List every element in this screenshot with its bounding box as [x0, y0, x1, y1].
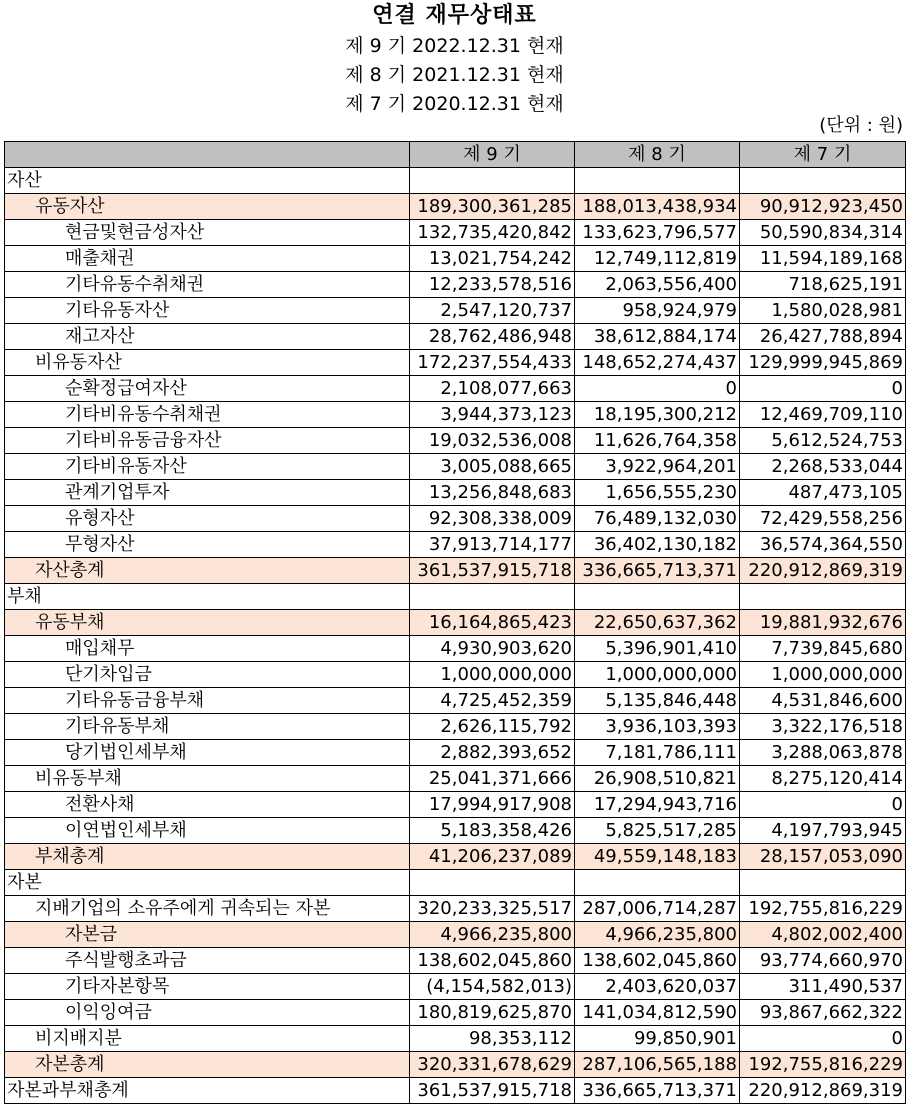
account-label: 유동자산 [5, 194, 410, 220]
amount-v7: 19,881,932,676 [740, 610, 906, 636]
table-row [5, 194, 906, 220]
amount-v8: 99,850,901 [575, 1026, 740, 1052]
table-row [5, 428, 906, 454]
account-label: 단기차입금 [5, 662, 410, 688]
column-header-period-7: 제 7 기 [740, 142, 906, 168]
amount-v7: 4,197,793,945 [740, 818, 906, 844]
amount-v8: 3,936,103,393 [575, 714, 740, 740]
amount-v8: 17,294,943,716 [575, 792, 740, 818]
account-label: 관계기업투자 [5, 480, 410, 506]
table-row [5, 792, 906, 818]
table-row [5, 584, 906, 610]
amount-v8 [575, 870, 740, 896]
account-label: 전환사채 [5, 792, 410, 818]
table-row [5, 350, 906, 376]
amount-v7 [740, 870, 906, 896]
amount-v9: 2,626,115,792 [410, 714, 575, 740]
amount-v9: 13,256,848,683 [410, 480, 575, 506]
amount-v7: 0 [740, 376, 906, 402]
table-body [5, 168, 906, 1104]
amount-v8: 958,924,979 [575, 298, 740, 324]
amount-v8: 22,650,637,362 [575, 610, 740, 636]
amount-v9: 98,353,112 [410, 1026, 575, 1052]
account-label: 자산총계 [5, 558, 410, 584]
amount-v8: 336,665,713,371 [575, 558, 740, 584]
account-label: 자산 [5, 168, 410, 194]
amount-v8: 76,489,132,030 [575, 506, 740, 532]
amount-v9: 5,183,358,426 [410, 818, 575, 844]
table-row [5, 766, 906, 792]
amount-v8: 5,396,901,410 [575, 636, 740, 662]
column-header-account [5, 142, 410, 168]
account-label: 지배기업의 소유주에게 귀속되는 자본 [5, 896, 410, 922]
amount-v8: 287,106,565,188 [575, 1052, 740, 1078]
account-label: 유동부채 [5, 610, 410, 636]
account-label: 자본과부채총계 [5, 1078, 410, 1104]
amount-v7: 4,802,002,400 [740, 922, 906, 948]
account-label: 매출채권 [5, 246, 410, 272]
amount-v9: 4,966,235,800 [410, 922, 575, 948]
table-row [5, 636, 906, 662]
amount-v7: 93,774,660,970 [740, 948, 906, 974]
amount-v7: 3,288,063,878 [740, 740, 906, 766]
account-label: 비지배지분 [5, 1026, 410, 1052]
table-row [5, 324, 906, 350]
table-row [5, 896, 906, 922]
amount-v7: 129,999,945,869 [740, 350, 906, 376]
amount-v9: 3,944,373,123 [410, 402, 575, 428]
amount-v7: 5,612,524,753 [740, 428, 906, 454]
account-label: 자본총계 [5, 1052, 410, 1078]
report-header [0, 0, 909, 119]
amount-v9: 37,913,714,177 [410, 532, 575, 558]
table-row [5, 870, 906, 896]
amount-v7: 718,625,191 [740, 272, 906, 298]
table-row [5, 948, 906, 974]
amount-v9: 361,537,915,718 [410, 558, 575, 584]
amount-v8: 12,749,112,819 [575, 246, 740, 272]
table-row [5, 558, 906, 584]
amount-v8: 1,656,555,230 [575, 480, 740, 506]
amount-v7 [740, 168, 906, 194]
table-row [5, 272, 906, 298]
table-row [5, 922, 906, 948]
account-label: 기타유동자산 [5, 298, 410, 324]
table-row [5, 1000, 906, 1026]
amount-v9: 320,331,678,629 [410, 1052, 575, 1078]
amount-v9: 172,237,554,433 [410, 350, 575, 376]
amount-v7: 36,574,364,550 [740, 532, 906, 558]
amount-v8: 38,612,884,174 [575, 324, 740, 350]
amount-v8: 148,652,274,437 [575, 350, 740, 376]
amount-v7: 1,580,028,981 [740, 298, 906, 324]
amount-v9: 2,882,393,652 [410, 740, 575, 766]
amount-v7: 192,755,816,229 [740, 896, 906, 922]
account-label: 비유동자산 [5, 350, 410, 376]
amount-v8: 133,623,796,577 [575, 220, 740, 246]
amount-v9: 92,308,338,009 [410, 506, 575, 532]
account-label: 순확정급여자산 [5, 376, 410, 402]
amount-v8: 26,908,510,821 [575, 766, 740, 792]
account-label: 부채 [5, 584, 410, 610]
amount-v7: 3,322,176,518 [740, 714, 906, 740]
amount-v9: 132,735,420,842 [410, 220, 575, 246]
table-row [5, 220, 906, 246]
amount-v7: 11,594,189,168 [740, 246, 906, 272]
amount-v8: 5,135,846,448 [575, 688, 740, 714]
table-row [5, 480, 906, 506]
amount-v7: 50,590,834,314 [740, 220, 906, 246]
amount-v9: 41,206,237,089 [410, 844, 575, 870]
account-label: 자본 [5, 870, 410, 896]
table-row [5, 1078, 906, 1104]
amount-v8: 5,825,517,285 [575, 818, 740, 844]
table-row [5, 688, 906, 714]
table-row [5, 1052, 906, 1078]
amount-v8: 18,195,300,212 [575, 402, 740, 428]
table-row [5, 402, 906, 428]
amount-v7 [740, 584, 906, 610]
amount-v8: 0 [575, 376, 740, 402]
amount-v8: 141,034,812,590 [575, 1000, 740, 1026]
account-label: 기타유동금융부채 [5, 688, 410, 714]
amount-v7: 26,427,788,894 [740, 324, 906, 350]
account-label: 이연법인세부채 [5, 818, 410, 844]
account-label: 기타유동부채 [5, 714, 410, 740]
table-row [5, 298, 906, 324]
table-row [5, 506, 906, 532]
amount-v7: 72,429,558,256 [740, 506, 906, 532]
amount-v9: 320,233,325,517 [410, 896, 575, 922]
table-row [5, 246, 906, 272]
column-header-period-9: 제 9 기 [410, 142, 575, 168]
period-line-8: 제 8 기 2021.12.31 현재 [345, 64, 564, 86]
amount-v7: 220,912,869,319 [740, 558, 906, 584]
table-row [5, 454, 906, 480]
amount-v9: 3,005,088,665 [410, 454, 575, 480]
account-label: 주식발행초과금 [5, 948, 410, 974]
amount-v7: 90,912,923,450 [740, 194, 906, 220]
amount-v8: 49,559,148,183 [575, 844, 740, 870]
account-label: 기타자본항목 [5, 974, 410, 1000]
amount-v9: 25,041,371,666 [410, 766, 575, 792]
amount-v9: 138,602,045,860 [410, 948, 575, 974]
amount-v9: 2,108,077,663 [410, 376, 575, 402]
amount-v8 [575, 584, 740, 610]
amount-v8: 2,403,620,037 [575, 974, 740, 1000]
amount-v8 [575, 168, 740, 194]
amount-v7: 2,268,533,044 [740, 454, 906, 480]
amount-v7: 192,755,816,229 [740, 1052, 906, 1078]
account-label: 재고자산 [5, 324, 410, 350]
table-row [5, 610, 906, 636]
account-label: 유형자산 [5, 506, 410, 532]
balance-sheet-table [4, 141, 906, 1104]
table-header-row [5, 142, 906, 168]
account-label: 이익잉여금 [5, 1000, 410, 1026]
amount-v8: 188,013,438,934 [575, 194, 740, 220]
amount-v9: 16,164,865,423 [410, 610, 575, 636]
amount-v9 [410, 870, 575, 896]
amount-v8: 4,966,235,800 [575, 922, 740, 948]
amount-v7: 311,490,537 [740, 974, 906, 1000]
amount-v7: 12,469,709,110 [740, 402, 906, 428]
table-row [5, 532, 906, 558]
amount-v9: 2,547,120,737 [410, 298, 575, 324]
account-label: 무형자산 [5, 532, 410, 558]
account-label: 자본금 [5, 922, 410, 948]
table-row [5, 974, 906, 1000]
table-row [5, 376, 906, 402]
amount-v9: 1,000,000,000 [410, 662, 575, 688]
amount-v7: 7,739,845,680 [740, 636, 906, 662]
amount-v7: 220,912,869,319 [740, 1078, 906, 1104]
amount-v7: 487,473,105 [740, 480, 906, 506]
account-label: 매입채무 [5, 636, 410, 662]
amount-v7: 4,531,846,600 [740, 688, 906, 714]
period-line-9: 제 9 기 2022.12.31 현재 [345, 35, 564, 57]
amount-v9: 12,233,578,516 [410, 272, 575, 298]
account-label: 부채총계 [5, 844, 410, 870]
account-label: 기타비유동금융자산 [5, 428, 410, 454]
page-title: 연결 재무상태표 [372, 3, 537, 28]
table-row [5, 662, 906, 688]
amount-v9: 28,762,486,948 [410, 324, 575, 350]
amount-v7: 1,000,000,000 [740, 662, 906, 688]
amount-v9: 13,021,754,242 [410, 246, 575, 272]
amount-v8: 138,602,045,860 [575, 948, 740, 974]
amount-v9: (4,154,582,013) [410, 974, 575, 1000]
amount-v9: 17,994,917,908 [410, 792, 575, 818]
table-row [5, 1026, 906, 1052]
amount-v7: 0 [740, 1026, 906, 1052]
amount-v8: 11,626,764,358 [575, 428, 740, 454]
amount-v7: 93,867,662,322 [740, 1000, 906, 1026]
table-row [5, 818, 906, 844]
amount-v8: 7,181,786,111 [575, 740, 740, 766]
account-label: 당기법인세부채 [5, 740, 410, 766]
amount-v9: 361,537,915,718 [410, 1078, 575, 1104]
amount-v8: 1,000,000,000 [575, 662, 740, 688]
account-label: 기타비유동자산 [5, 454, 410, 480]
amount-v9: 19,032,536,008 [410, 428, 575, 454]
amount-v8: 36,402,130,182 [575, 532, 740, 558]
column-header-period-8: 제 8 기 [575, 142, 740, 168]
table-row [5, 844, 906, 870]
amount-v7: 28,157,053,090 [740, 844, 906, 870]
amount-v9: 4,930,903,620 [410, 636, 575, 662]
amount-v9: 4,725,452,359 [410, 688, 575, 714]
period-line-7: 제 7 기 2020.12.31 현재 [345, 93, 564, 115]
account-label: 기타유동수취채권 [5, 272, 410, 298]
amount-v7: 8,275,120,414 [740, 766, 906, 792]
account-label: 현금및현금성자산 [5, 220, 410, 246]
unit-label: (단위 : 원) [819, 115, 903, 136]
amount-v8: 287,006,714,287 [575, 896, 740, 922]
amount-v8: 3,922,964,201 [575, 454, 740, 480]
amount-v9 [410, 584, 575, 610]
account-label: 기타비유동수취채권 [5, 402, 410, 428]
account-label: 비유동부채 [5, 766, 410, 792]
amount-v9 [410, 168, 575, 194]
table-row [5, 740, 906, 766]
table-row [5, 714, 906, 740]
amount-v8: 2,063,556,400 [575, 272, 740, 298]
amount-v9: 180,819,625,870 [410, 1000, 575, 1026]
table-row [5, 168, 906, 194]
amount-v9: 189,300,361,285 [410, 194, 575, 220]
amount-v7: 0 [740, 792, 906, 818]
amount-v8: 336,665,713,371 [575, 1078, 740, 1104]
